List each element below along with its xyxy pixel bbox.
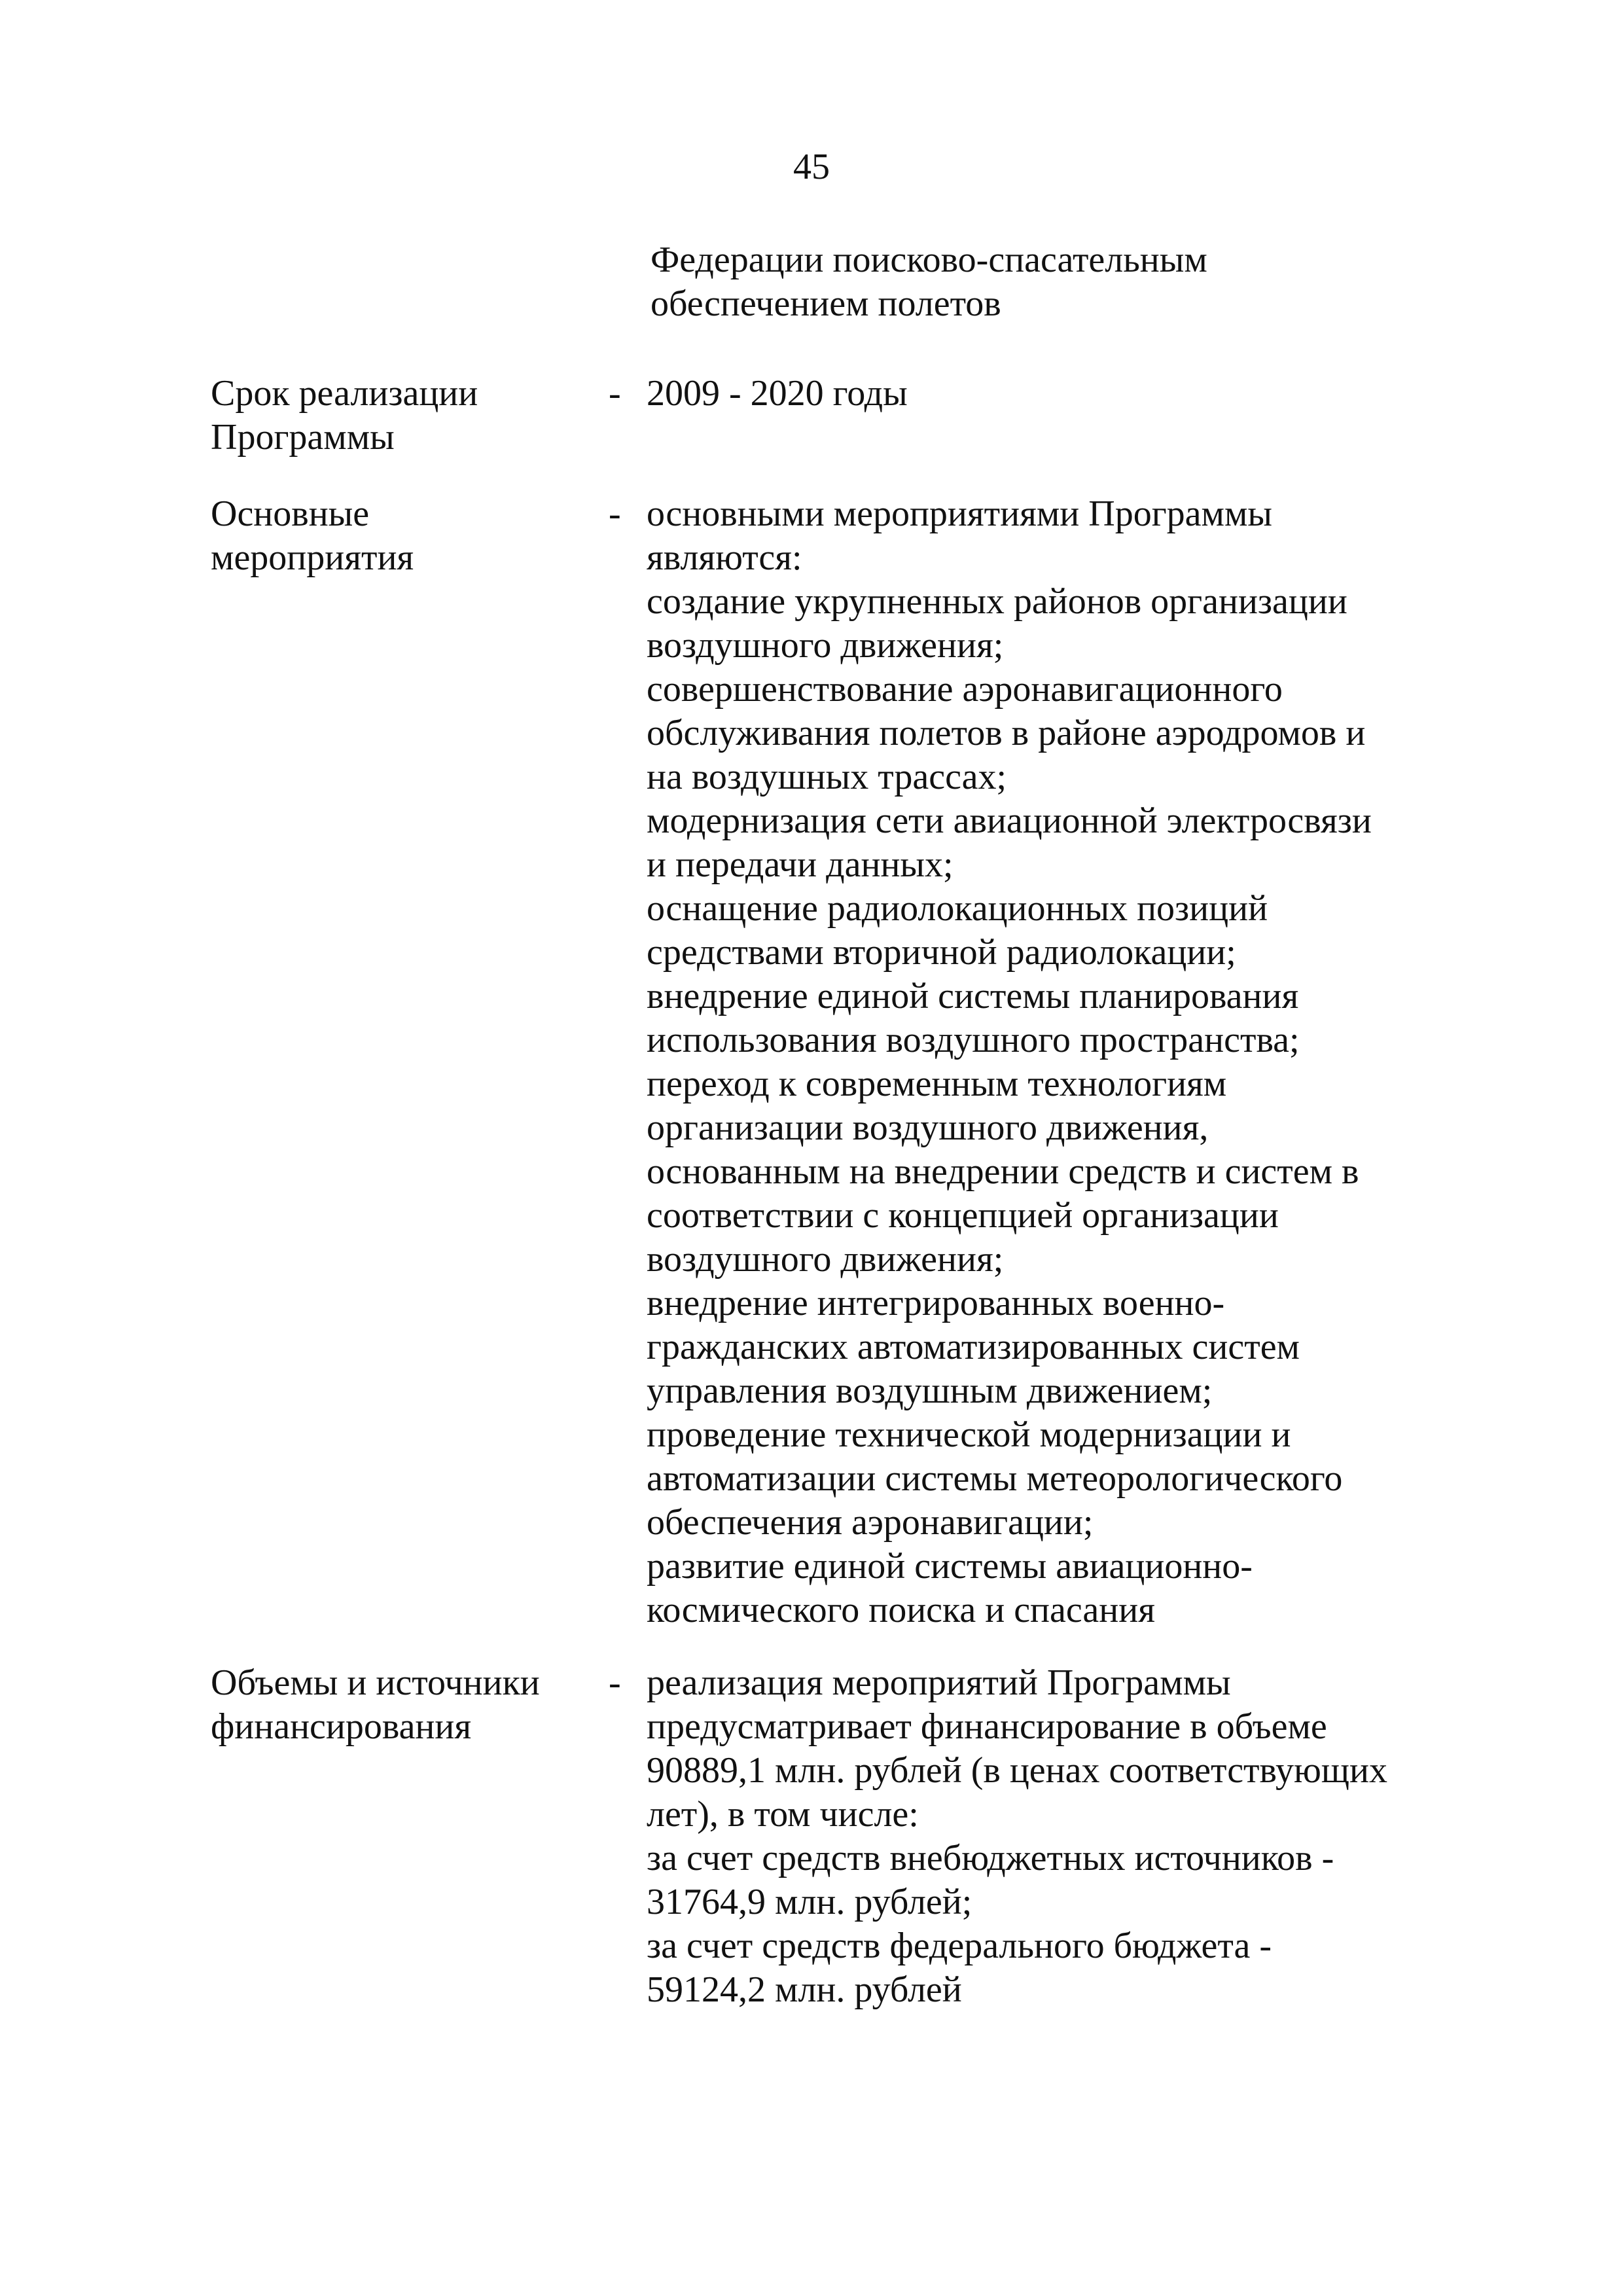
value-line: управления воздушным движением; [647, 1371, 1213, 1411]
value-line: обслуживания полетов в районе аэродромов и [647, 713, 1366, 753]
value-line: организации воздушного движения, [647, 1107, 1209, 1148]
value-line: 90889,1 млн. рублей (в ценах соответствующих [647, 1750, 1387, 1791]
value-line: модернизация сети авиационной электросвязи [647, 800, 1372, 841]
value-line: проведение технической модернизации и [647, 1414, 1291, 1455]
label-line: мероприятия [211, 537, 414, 578]
value-line: воздушного движения; [647, 625, 1004, 666]
label-line: финансирования [211, 1706, 472, 1747]
continued-text-line: Федерации поисково-спасательным [651, 240, 1207, 280]
value-line: соответствии с концепцией организации [647, 1195, 1279, 1236]
row-value-activities [647, 492, 1524, 1632]
continued-text-line: обеспечением полетов [651, 283, 1001, 324]
value-line: средствами вторичной радиолокации; [647, 932, 1236, 973]
value-line: внедрение единой системы планирования [647, 976, 1299, 1016]
row-value-funding [647, 1661, 1524, 2012]
row-label-funding [211, 1661, 577, 1749]
value-line: гражданских автоматизированных систем [647, 1327, 1300, 1367]
value-line: развитие единой системы авиационно- [647, 1546, 1253, 1587]
value-line: лет), в том числе: [647, 1794, 919, 1835]
page-number: 45 [793, 147, 830, 187]
value-line: использования воздушного пространства; [647, 1020, 1300, 1060]
row-label-term [211, 372, 577, 459]
continued-text [651, 238, 1501, 326]
row-dash: - [609, 373, 621, 414]
value-line: автоматизации системы метеорологического [647, 1458, 1343, 1499]
value-line: 59124,2 млн. рублей [647, 1969, 962, 2010]
value-line: 2009 - 2020 годы [647, 373, 908, 414]
value-line: создание укрупненных районов организации [647, 581, 1347, 622]
label-line: Срок реализации [211, 373, 478, 414]
value-line: оснащение радиолокационных позиций [647, 888, 1268, 929]
value-line: основными мероприятиями Программы [647, 493, 1273, 534]
label-line: Основные [211, 493, 370, 534]
value-line: космического поиска и спасания [647, 1590, 1155, 1630]
label-line: Программы [211, 417, 395, 457]
value-line: основанным на внедрении средств и систем в [647, 1151, 1359, 1192]
label-line: Объемы и источники [211, 1662, 540, 1703]
value-line: и передачи данных; [647, 844, 954, 885]
value-line: на воздушных трассах; [647, 757, 1007, 797]
value-line: внедрение интегрированных военно- [647, 1283, 1225, 1323]
value-line: предусматривает финансирование в объеме [647, 1706, 1327, 1747]
value-line: переход к современным технологиям [647, 1064, 1227, 1104]
value-line: воздушного движения; [647, 1239, 1004, 1280]
value-line: обеспечения аэронавигации; [647, 1502, 1094, 1543]
value-line: 31764,9 млн. рублей; [647, 1882, 972, 1922]
row-dash: - [609, 493, 621, 534]
value-line: реализация мероприятий Программы [647, 1662, 1231, 1703]
row-label-activities [211, 492, 577, 580]
value-line: совершенствование аэронавигационного [647, 669, 1283, 709]
row-value-term [647, 372, 1524, 416]
value-line: за счет средств внебюджетных источников - [647, 1838, 1334, 1878]
value-line: за счет средств федерального бюджета - [647, 1926, 1272, 1966]
value-line: являются: [647, 537, 802, 578]
row-dash: - [609, 1662, 621, 1703]
